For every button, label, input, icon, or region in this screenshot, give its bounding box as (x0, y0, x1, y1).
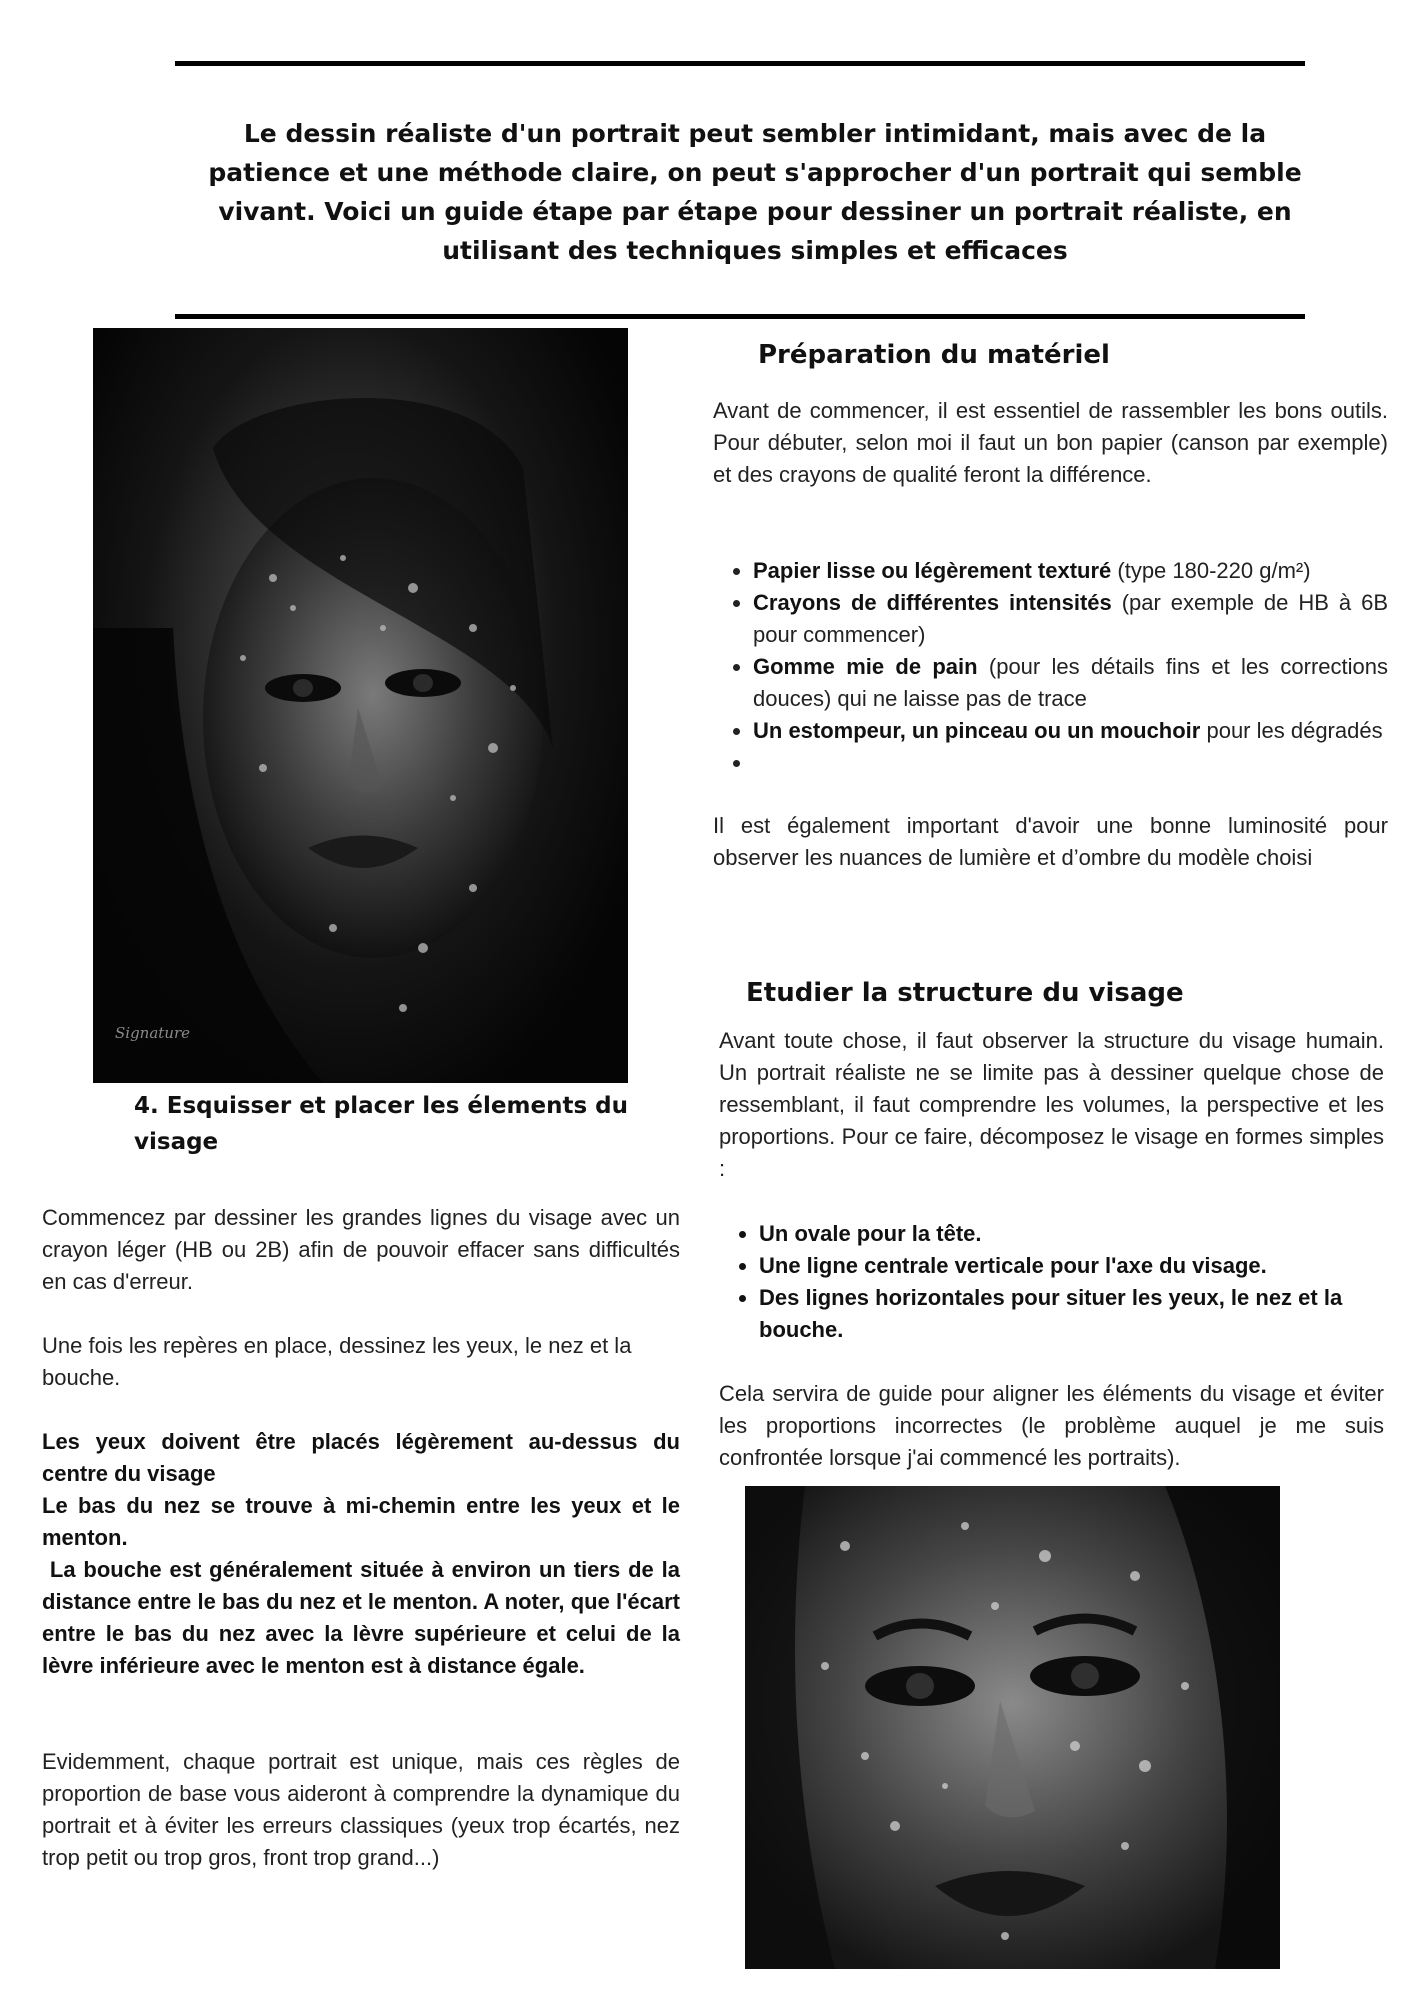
heading-esquisse: 4. Esquisser et placer les élements du visage (134, 1093, 628, 1155)
structure-closing: Cela servira de guide pour aligner les éléments du visage et éviter les proportions incorrectes (le problème auquel je me suis confrontée lorsque j'ai commencé les portraits). (719, 1381, 1384, 1470)
bottom-divider (175, 314, 1305, 319)
rule-eyes: Les yeux doivent être placés légèrement au-dessus du centre du visage (42, 1429, 680, 1486)
list-item: • Crayons de différentes intensités (par exemple de HB à 6B pour commencer) (753, 587, 1388, 651)
heading-materiel: Préparation du matériel (758, 340, 1110, 370)
heading-structure: Etudier la structure du visage (746, 978, 1184, 1008)
materiel-closing: Il est également important d'avoir une bonne luminosité pour observer les nuances de lumière et d’ombre du modèle choisi (713, 813, 1388, 870)
top-divider (175, 61, 1305, 66)
list-item: • Des lignes horizontales pour situer les yeux, le nez et la bouche. (759, 1282, 1384, 1346)
esquisse-rules (42, 1426, 687, 1682)
list-item: • Papier lisse ou légèrement texturé (type 180-220 g/m²) (753, 555, 1388, 587)
materiel-list (713, 555, 1388, 779)
materiel-intro: Avant de commencer, il est essentiel de rassembler les bons outils. Pour débuter, selon moi il faut un bon papier (canson par exemple) et des crayons de qualité feront la différence. (713, 398, 1388, 487)
portrait-image-2 (745, 1486, 1280, 1969)
list-item: • Un estompeur, un pinceau ou un mouchoir pour les dégradés (753, 715, 1388, 747)
structure-list (719, 1218, 1384, 1346)
structure-intro: Avant toute chose, il faut observer la structure du visage humain. Un portrait réaliste ne se limite pas à dessiner quelque chose de ressemblant, il faut comprendre les volumes, la perspective et les proportions. Pour ce faire, décomposez le visage en formes simples : (719, 1028, 1384, 1181)
esquisse-para-2: Une fois les repères en place, dessinez les yeux, le nez et la bouche. (42, 1333, 632, 1390)
esquisse-para-3: Evidemment, chaque portrait est unique, mais ces règles de proportion de base vous aideront à comprendre la dynamique du portrait et à éviter les erreurs classiques (yeux trop écartés, nez trop petit ou trop gros, front trop grand...) (42, 1749, 680, 1870)
list-item (753, 747, 1388, 779)
esquisse-para-1: Commencez par dessiner les grandes lignes du visage avec un crayon léger (HB ou 2B) afin de pouvoir effacer sans difficultés en cas d'erreur. (42, 1205, 680, 1294)
intro-text: Le dessin réaliste d'un portrait peut sembler intimidant, mais avec de la patience et une méthode claire, on peut s'approcher d'un portrait qui semble vivant. Voici un guide étape par étape pour dessiner un portrait réaliste, en utilisant des techniques simples et efficaces (208, 119, 1302, 265)
list-item: • Gomme mie de pain (pour les détails fins et les corrections douces) qui ne laisse pas de trace (753, 651, 1388, 715)
svg-text:Signature: Signature (115, 1024, 191, 1042)
list-item: • Un ovale pour la tête. (759, 1218, 1384, 1250)
rule-mouth: La bouche est généralement située à environ un tiers de la distance entre le bas du nez et le menton. A noter, que l'écart entre le bas du nez avec la lèvre supérieure et celui de la lèvre inférieure avec le menton est à distance égale. (42, 1557, 687, 1678)
portrait-image-1 (93, 328, 628, 1083)
rule-nose: Le bas du nez se trouve à mi-chemin entre les yeux et le menton. (42, 1493, 680, 1550)
list-item: • Une ligne centrale verticale pour l'axe du visage. (759, 1250, 1384, 1282)
